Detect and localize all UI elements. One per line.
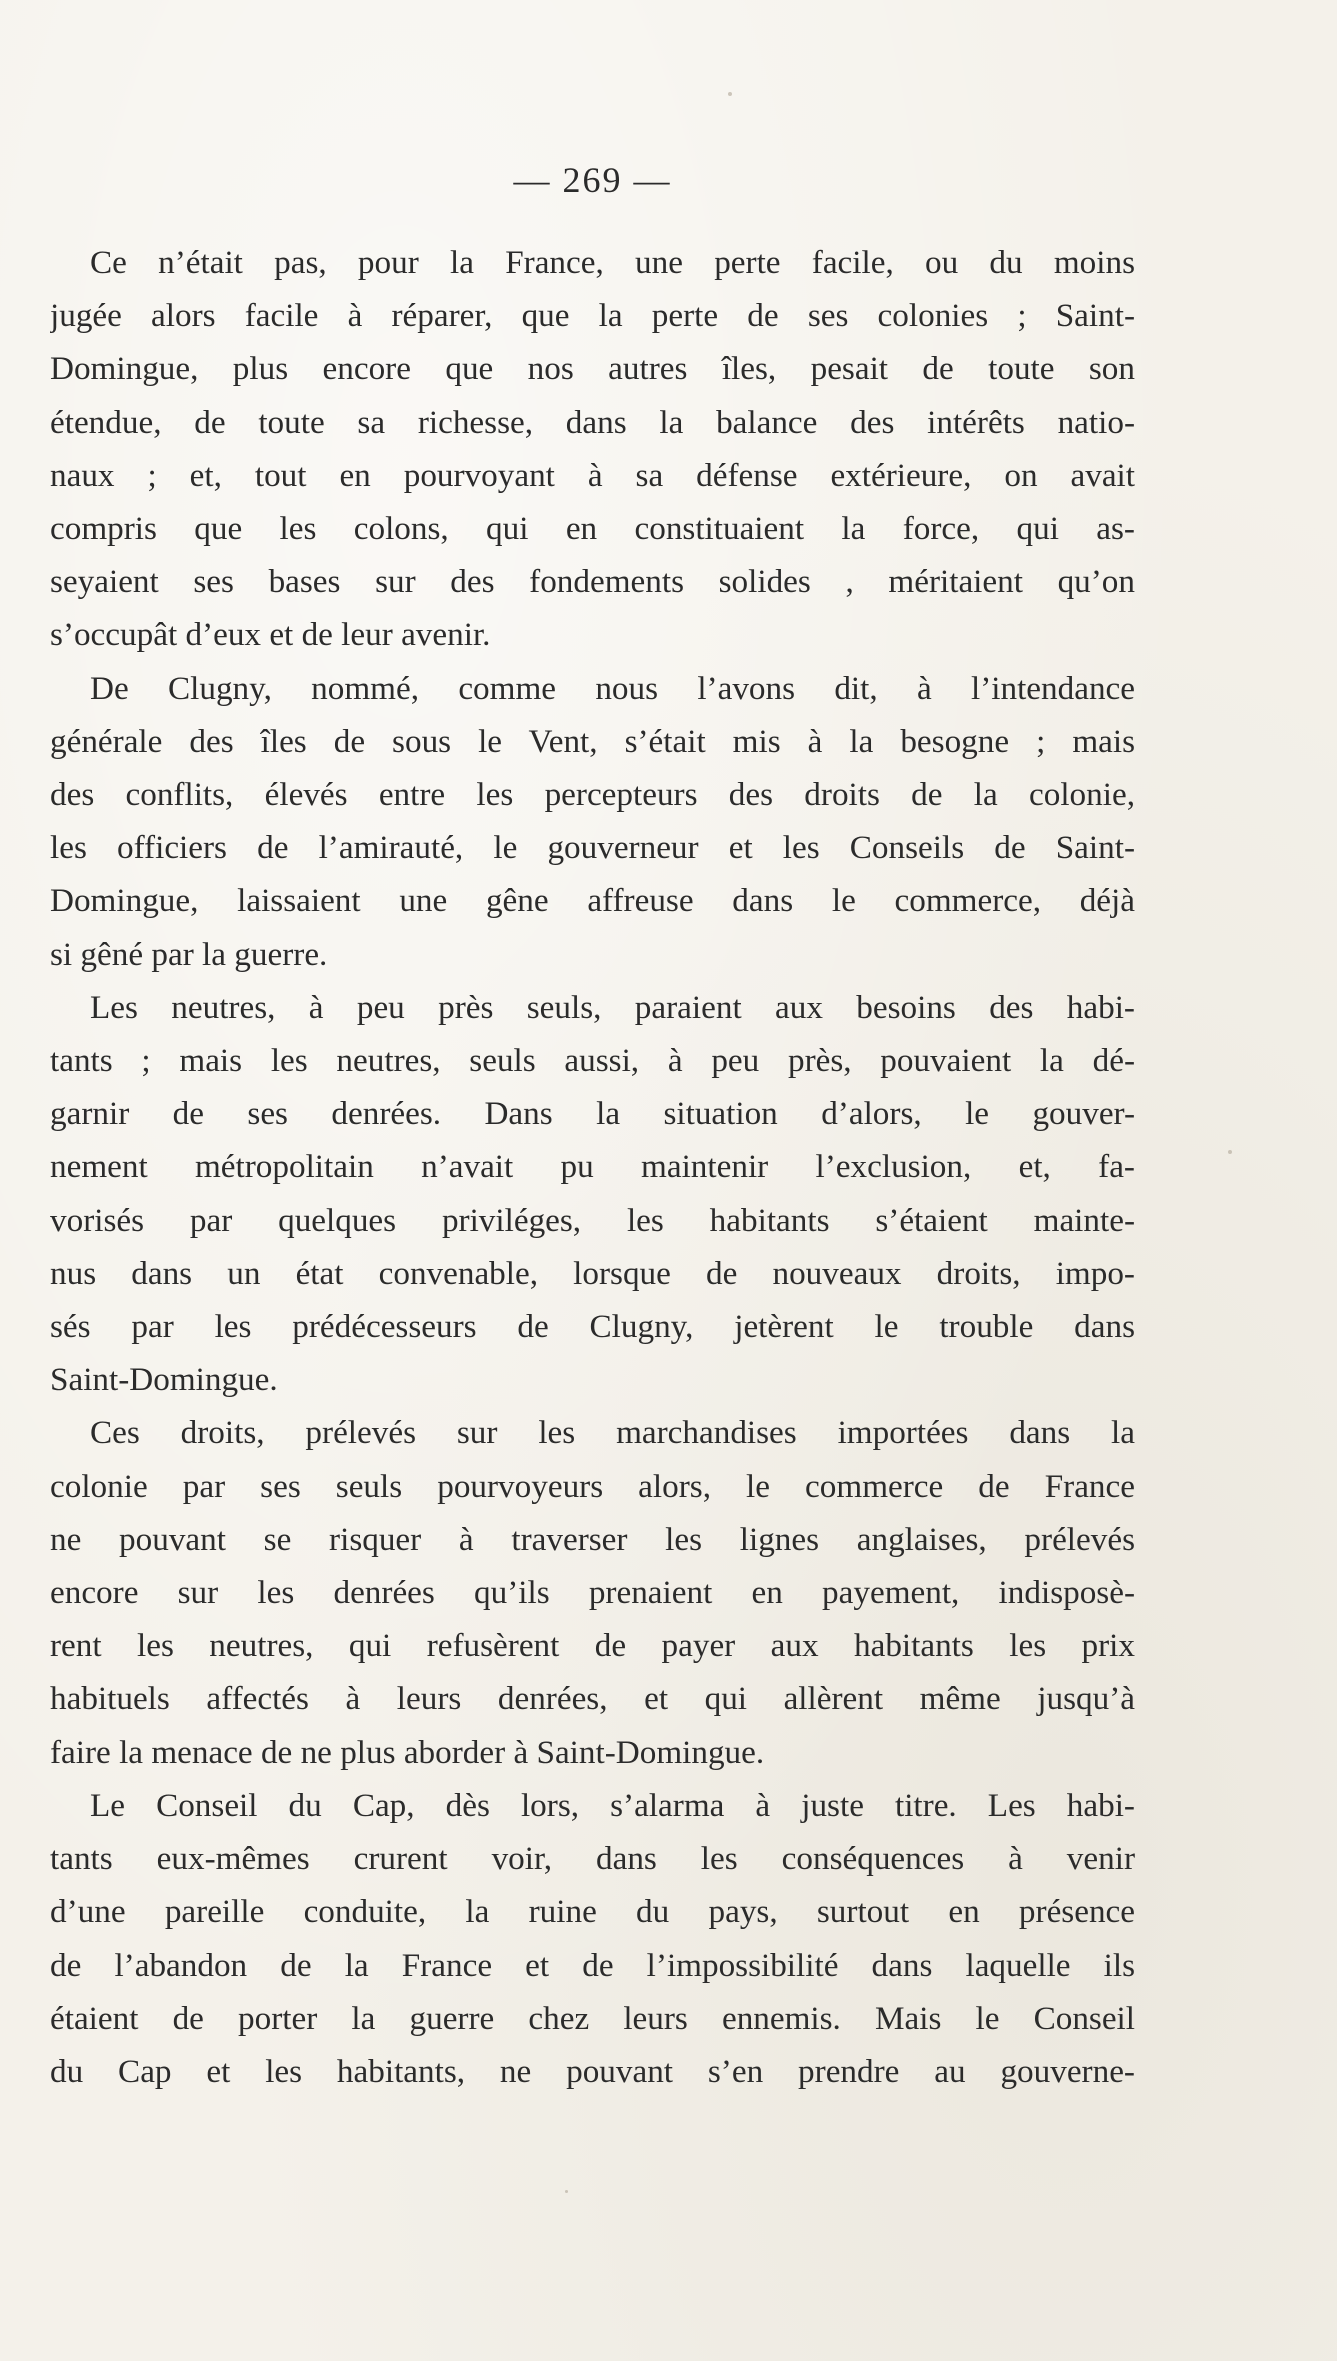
text-line: nement métropolitain n’avait pu maintenir l’exclusion, et, fa- — [50, 1148, 1135, 1186]
paragraph-5 — [50, 1779, 1135, 2098]
paper-speck — [565, 2190, 568, 2193]
text-line: De Clugny, nommé, comme nous l’avons dit, à l’intendance — [90, 669, 1135, 707]
text-line: habituels affectés à leurs denrées, et qui allèrent même jusqu’à — [50, 1680, 1135, 1718]
text-line: ne pouvant se risquer à traverser les lignes anglaises, prélevés — [50, 1520, 1135, 1558]
text-line: d’une pareille conduite, la ruine du pays, surtout en présence — [50, 1893, 1135, 1931]
paragraph-3 — [50, 981, 1135, 1407]
text-line: tants ; mais les neutres, seuls aussi, à peu près, pouvaient la dé- — [50, 1042, 1135, 1080]
paper-speck — [1228, 1150, 1232, 1154]
text-line: générale des îles de sous le Vent, s’était mis à la besogne ; mais — [50, 722, 1135, 760]
text-line: étendue, de toute sa richesse, dans la balance des intérêts natio- — [50, 403, 1135, 441]
text-line: du Cap et les habitants, ne pouvant s’en prendre au gouverne- — [50, 2052, 1135, 2090]
text-line: garnir de ses denrées. Dans la situation d’alors, le gouver- — [50, 1095, 1135, 1133]
text-line: nus dans un état convenable, lorsque de nouveaux droits, impo- — [50, 1254, 1135, 1292]
page-number: — 269 — — [513, 160, 672, 200]
text-line: Ce n’était pas, pour la France, une perte facile, ou du moins — [90, 244, 1135, 281]
text-line: tants eux-mêmes crurent voir, dans les conséquences à venir — [50, 1840, 1135, 1878]
paragraph-2 — [50, 662, 1135, 981]
text-line: Domingue, plus encore que nos autres îles, pesait de toute son — [50, 350, 1135, 388]
text-line: Ces droits, prélevés sur les marchandises importées dans la — [90, 1414, 1135, 1452]
text-line: faire la menace de ne plus aborder à Saint-Domingue. — [50, 1733, 765, 1771]
text-line: Domingue, laissaient une gêne affreuse dans le commerce, déjà — [50, 882, 1135, 920]
text-line: colonie par ses seuls pourvoyeurs alors, le commerce de France — [50, 1467, 1135, 1505]
paragraph-1 — [50, 236, 1135, 662]
text-line: étaient de porter la guerre chez leurs ennemis. Mais le Conseil — [50, 1999, 1135, 2037]
text-line: des conflits, élevés entre les percepteurs des droits de la colonie, — [50, 776, 1135, 814]
text-line: encore sur les denrées qu’ils prenaient en payement, indisposè- — [50, 1574, 1135, 1612]
text-line: de l’abandon de la France et de l’impossibilité dans laquelle ils — [50, 1946, 1135, 1984]
text-line: seyaient ses bases sur des fondements solides , méritaient qu’on — [50, 563, 1135, 601]
text-line: vorisés par quelques priviléges, les habitants s’étaient mainte- — [50, 1201, 1135, 1239]
paragraph-4 — [50, 1406, 1135, 1778]
text-line: les officiers de l’amirauté, le gouverneur et les Conseils de Saint- — [50, 829, 1135, 867]
text-line: Saint-Domingue. — [50, 1361, 278, 1399]
text-line: compris que les colons, qui en constituaient la force, qui as- — [50, 510, 1135, 548]
page-text — [50, 150, 1135, 2098]
text-line: s’occupât d’eux et de leur avenir. — [50, 616, 491, 654]
text-line: naux ; et, tout en pourvoyant à sa défense extérieure, on avait — [50, 456, 1135, 494]
text-line: rent les neutres, qui refusèrent de payer aux habitants les prix — [50, 1627, 1135, 1665]
text-line: Les neutres, à peu près seuls, paraient aux besoins des habi- — [90, 988, 1135, 1026]
text-line: Le Conseil du Cap, dès lors, s’alarma à juste titre. Les habi- — [90, 1786, 1135, 1824]
text-line: si gêné par la guerre. — [50, 935, 328, 973]
text-line: sés par les prédécesseurs de Clugny, jetèrent le trouble dans — [50, 1308, 1135, 1346]
text-line: jugée alors facile à réparer, que la perte de ses colonies ; Saint- — [50, 297, 1135, 335]
paper-speck — [728, 92, 732, 96]
